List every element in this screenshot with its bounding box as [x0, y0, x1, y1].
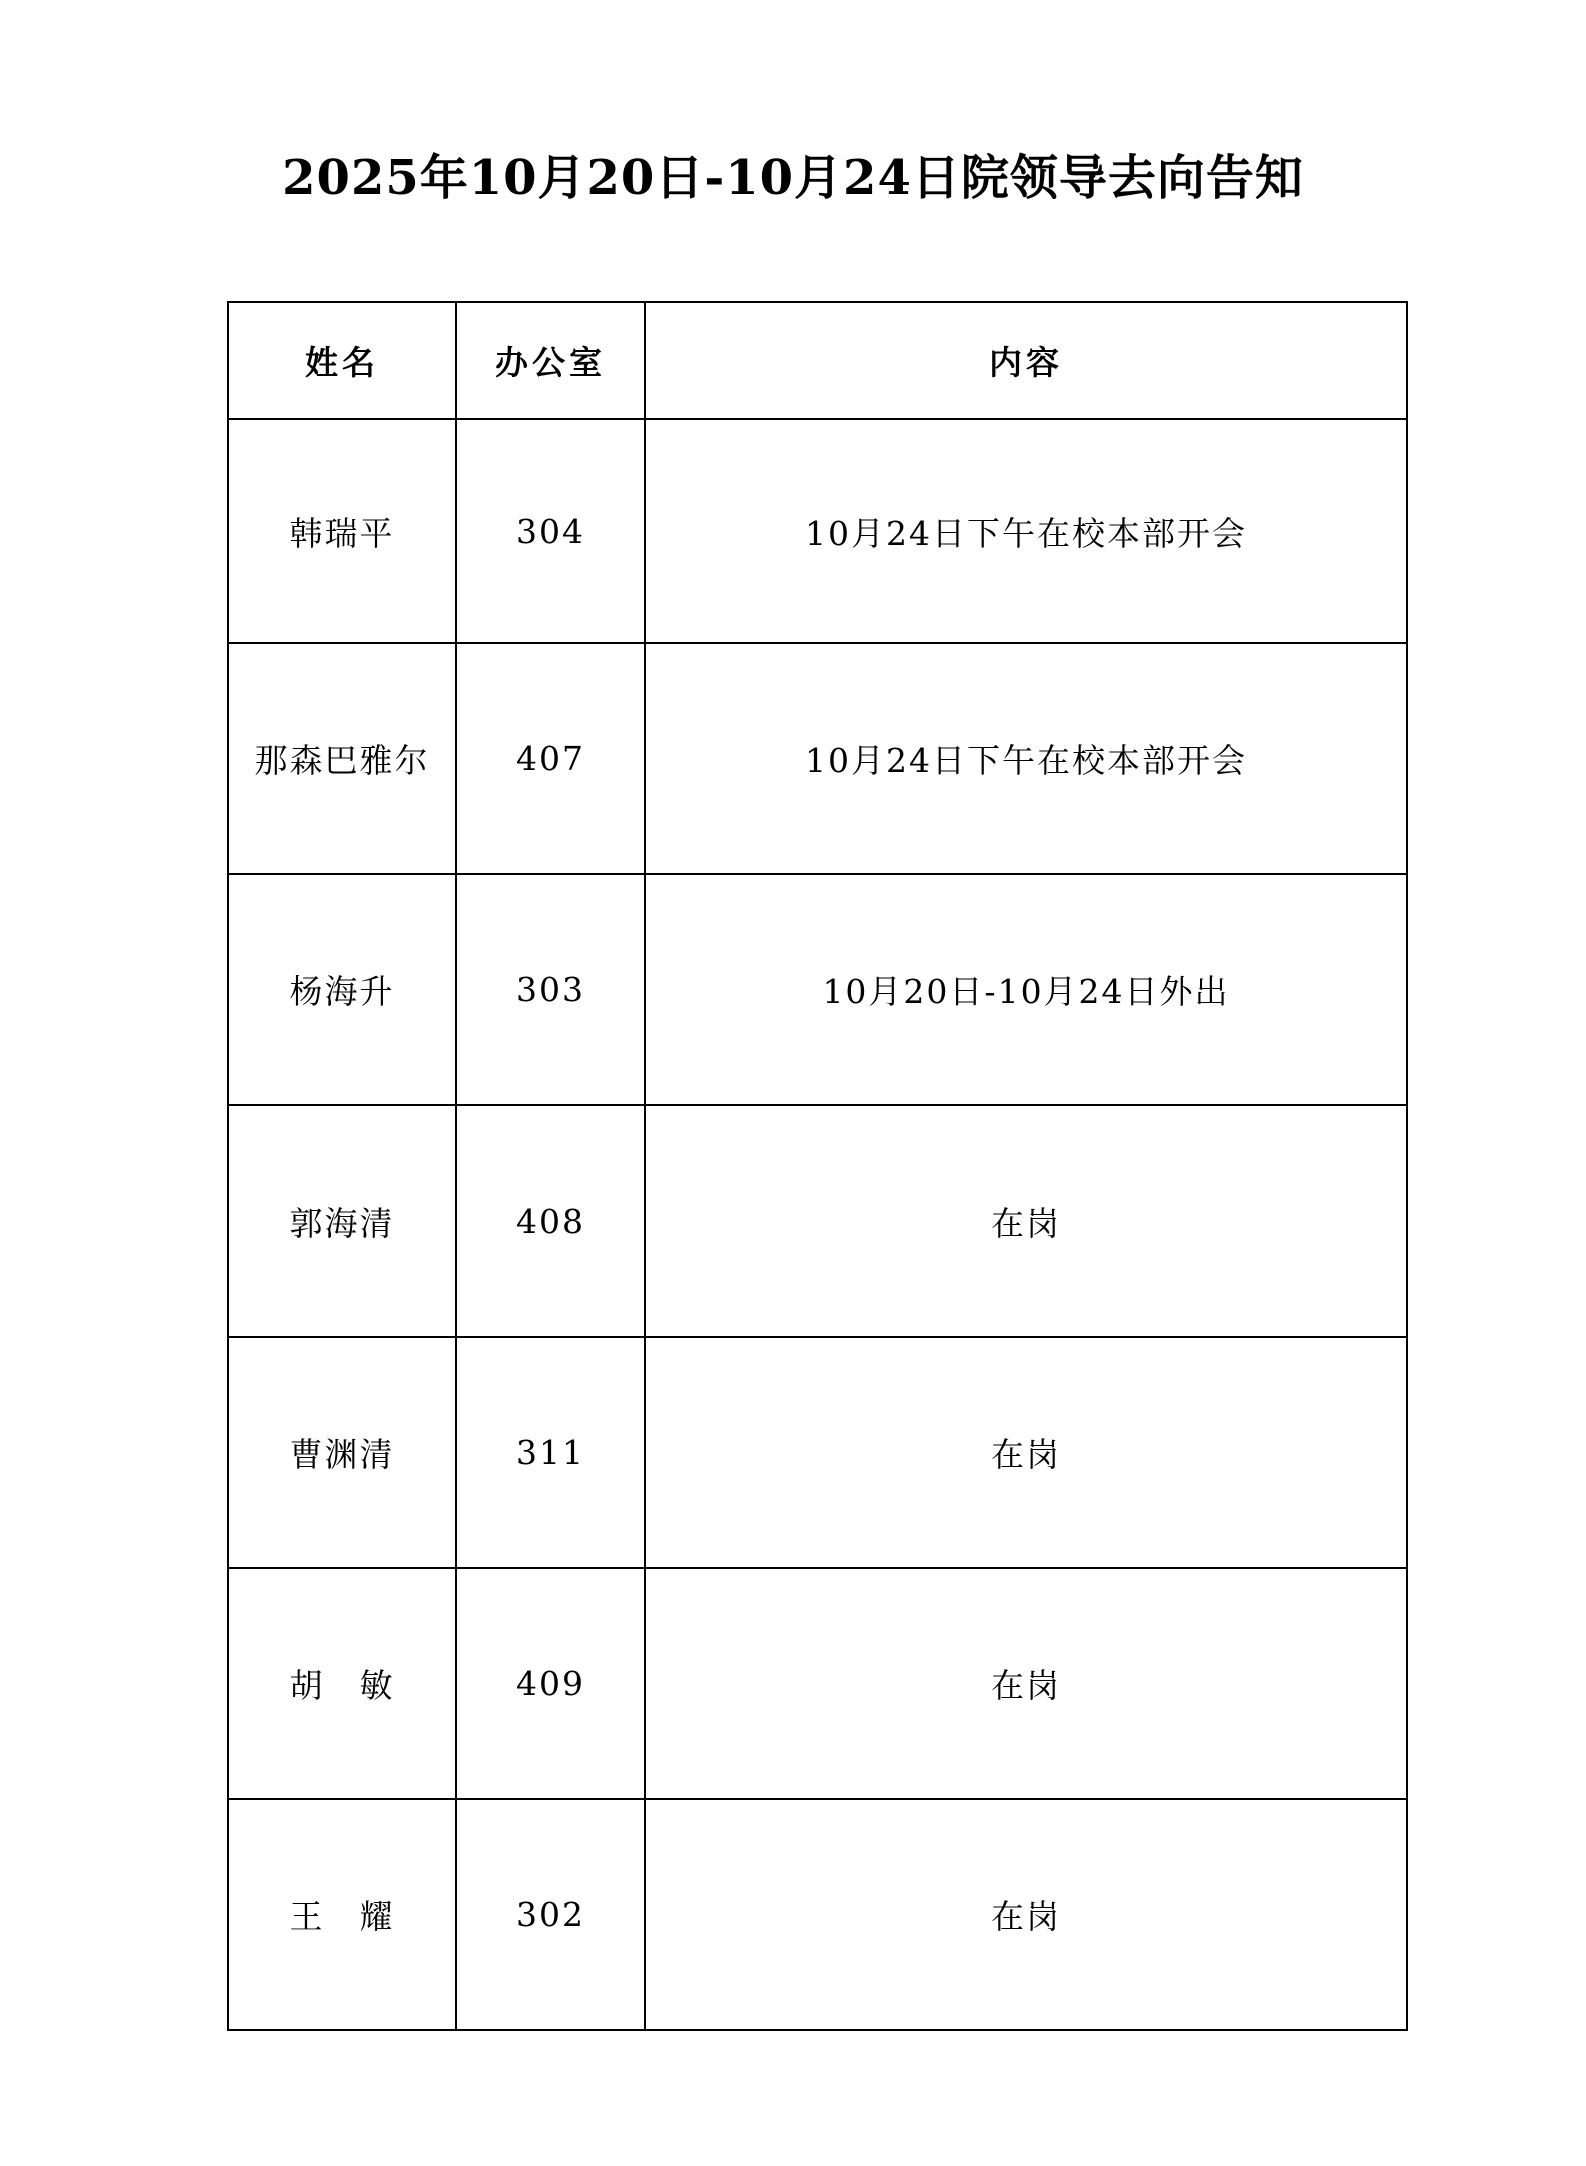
name-cell: 韩瑞平 — [228, 419, 456, 643]
page-title: 2025年10月20日-10月24日院领导去向告知 — [282, 150, 1304, 206]
content-cell: 10月24日下午在校本部开会 — [645, 419, 1407, 643]
name-cell: 那森巴雅尔 — [228, 643, 456, 874]
content-cell: 10月24日下午在校本部开会 — [645, 643, 1407, 874]
content-cell: 在岗 — [645, 1799, 1407, 2030]
office-cell: 303 — [456, 874, 645, 1105]
name-cell: 王 耀 — [228, 1799, 456, 2030]
name-cell: 胡 敏 — [228, 1568, 456, 1799]
content-cell: 在岗 — [645, 1337, 1407, 1568]
leader-whereabouts-table — [227, 301, 1408, 2031]
table-row — [228, 1799, 1407, 2030]
table-row — [228, 874, 1407, 1105]
office-cell: 407 — [456, 643, 645, 874]
office-cell: 311 — [456, 1337, 645, 1568]
office-cell: 409 — [456, 1568, 645, 1799]
table-row — [228, 643, 1407, 874]
name-cell: 曹渊清 — [228, 1337, 456, 1568]
name-cell: 郭海清 — [228, 1105, 456, 1337]
office-cell: 408 — [456, 1105, 645, 1337]
table-header-row — [228, 302, 1407, 419]
header-content: 内容 — [645, 302, 1407, 419]
table-row — [228, 419, 1407, 643]
office-cell: 302 — [456, 1799, 645, 2030]
content-cell: 在岗 — [645, 1105, 1407, 1337]
header-name: 姓名 — [228, 302, 456, 419]
header-office: 办公室 — [456, 302, 645, 419]
name-cell: 杨海升 — [228, 874, 456, 1105]
content-cell: 10月20日-10月24日外出 — [645, 874, 1407, 1105]
table-row — [228, 1105, 1407, 1337]
table-row — [228, 1568, 1407, 1799]
table-row — [228, 1337, 1407, 1568]
office-cell: 304 — [456, 419, 645, 643]
content-cell: 在岗 — [645, 1568, 1407, 1799]
